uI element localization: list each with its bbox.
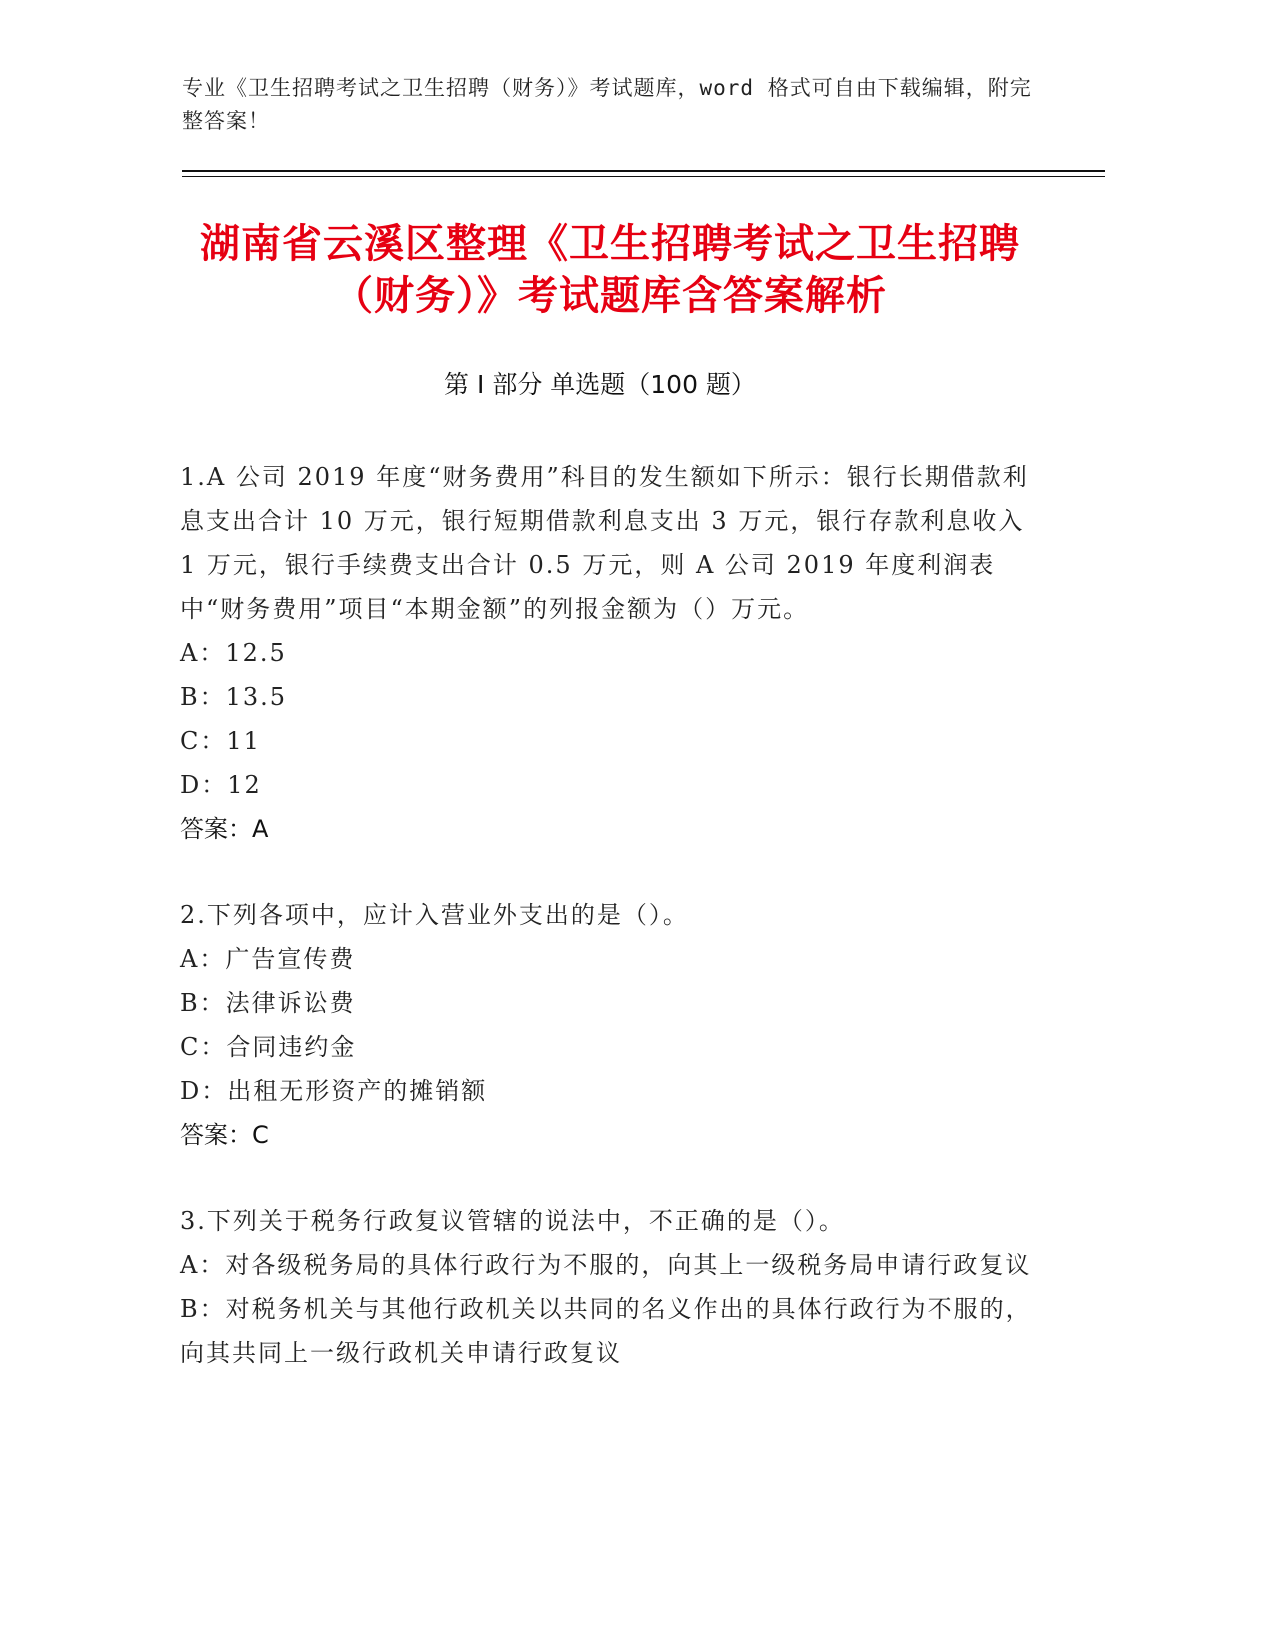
header-rule-thin bbox=[182, 176, 1105, 177]
header-note: 专业《卫生招聘考试之卫生招聘（财务）》考试题库，word 格式可自由下载编辑，附完整答案！ bbox=[182, 76, 1032, 133]
option-a: A：广告宣传费 bbox=[180, 945, 356, 973]
option-a: A：12.5 bbox=[180, 639, 287, 667]
document-title: 湖南省云溪区整理《卫生招聘考试之卫生招聘（财务）》考试题库含答案解析 bbox=[200, 221, 1020, 319]
option-d: D：出租无形资产的摊销额 bbox=[180, 1077, 488, 1105]
option-c: C：合同违约金 bbox=[180, 1033, 357, 1061]
option-a: A：对各级税务局的具体行政行为不服的，向其上一级税务局申请行政复议 bbox=[180, 1251, 1032, 1279]
question-2 bbox=[180, 893, 1040, 1157]
option-b: B：法律诉讼费 bbox=[180, 989, 356, 1017]
header-rule-thick bbox=[182, 170, 1105, 172]
question-stem: 3.下列关于税务行政复议管辖的说法中，不正确的是（）。 bbox=[180, 1207, 845, 1235]
option-b: B：对税务机关与其他行政机关以共同的名义作出的具体行政行为不服的，向其共同上一级行政机关申请行政复议 bbox=[180, 1295, 1032, 1367]
question-list bbox=[180, 455, 1040, 1417]
question-3 bbox=[180, 1199, 1040, 1375]
question-stem: 1.A 公司 2019 年度“财务费用”科目的发生额如下所示：银行长期借款利息支出合计 10 万元，银行短期借款利息支出 3 万元，银行存款利息收入 1 万元，银行手续费支出合计 0.5 万元，则 A 公司 2019 年度利润表中“财务费用”项目“本期金额”的列报金额为（）万元。 bbox=[180, 463, 1029, 623]
question-stem: 2.下列各项中，应计入营业外支出的是（）。 bbox=[180, 901, 689, 929]
option-c: C：11 bbox=[180, 727, 261, 755]
question-1 bbox=[180, 455, 1040, 851]
option-d: D：12 bbox=[180, 771, 262, 799]
answer-line: 答案：C bbox=[180, 1121, 269, 1149]
section-title: 第 I 部分 单选题（100 题） bbox=[444, 370, 756, 399]
answer-line: 答案：A bbox=[180, 815, 269, 843]
option-b: B：13.5 bbox=[180, 683, 288, 711]
